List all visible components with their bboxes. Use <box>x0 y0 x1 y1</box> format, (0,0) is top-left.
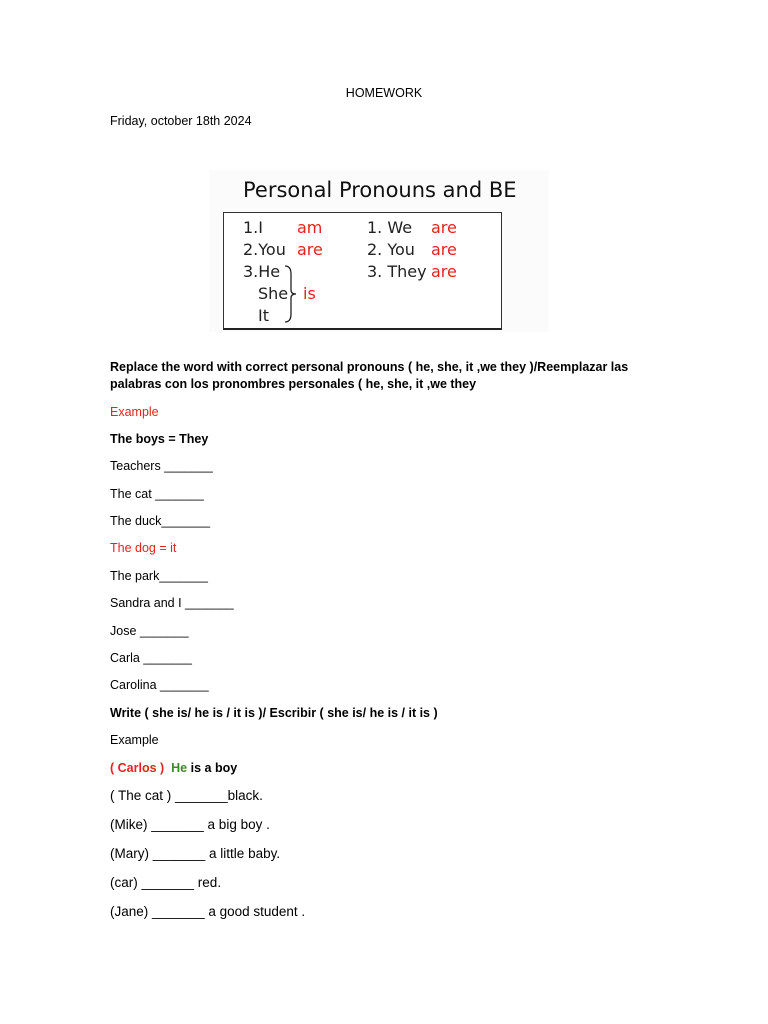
exercise-2-item: (Jane) _______ a good student . <box>110 904 306 919</box>
exercise-item: Jose _______ <box>110 624 189 638</box>
pronoun-they: 3. They <box>367 262 427 281</box>
example-verb: is <box>190 761 202 775</box>
exercise-item: The cat _______ <box>110 487 204 501</box>
example-rest: a boy <box>201 761 238 775</box>
exercise-item: The park_______ <box>110 569 208 583</box>
example-pronoun: He <box>171 761 188 775</box>
exercise-2-item: (Mike) _______ a big boy . <box>110 817 270 832</box>
verb-are-you-plural: are <box>431 240 457 259</box>
verb-am: am <box>297 218 323 237</box>
instruction-1-line-1: Replace the word with correct personal pronouns ( he, she, it ,we they )/Reemplazar las <box>110 360 629 374</box>
example-subject: ( Carlos ) <box>110 761 165 775</box>
pronoun-you-singular: 2.You <box>243 240 286 259</box>
verb-are-you: are <box>297 240 323 259</box>
exercise-item: Carla _______ <box>110 651 193 665</box>
pronoun-i: 1.I <box>243 218 263 237</box>
verb-are-they: are <box>431 262 457 281</box>
example-label-1: Example <box>110 405 159 419</box>
verb-are-we: are <box>431 218 457 237</box>
date-line: Friday, october 18th 2024 <box>110 114 252 128</box>
instruction-1-line-2: palabras con los pronombres personales ( he, she, it ,we they <box>110 377 477 391</box>
pronouns-be-chart <box>209 170 549 332</box>
exercise-2-item: (Mary) _______ a little baby. <box>110 846 281 861</box>
example-1: The boys = They <box>110 432 209 446</box>
page-title: HOMEWORK <box>345 86 423 100</box>
pronoun-she: She <box>258 284 289 303</box>
pronoun-you-plural: 2. You <box>367 240 415 259</box>
exercise-2-item: ( The cat ) _______black. <box>110 788 263 803</box>
instruction-2: Write ( she is/ he is / it is )/ Escribir ( she is/ he is / it is ) <box>110 706 438 720</box>
chart-title: Personal Pronouns and BE <box>243 178 517 202</box>
exercise-2-item: (car) _______ red. <box>110 875 222 890</box>
exercise-item: The duck_______ <box>110 514 211 528</box>
exercise-item: Carolina _______ <box>110 678 209 692</box>
exercise-item-answered: The dog = it <box>110 541 177 555</box>
pronoun-he: 3.He <box>243 262 281 281</box>
exercise-item: Sandra and I _______ <box>110 596 234 610</box>
brace-icon <box>283 264 303 324</box>
exercise-item: Teachers _______ <box>110 459 213 473</box>
pronoun-it: It <box>258 306 269 325</box>
example-label-2: Example <box>110 733 159 747</box>
verb-is: is <box>303 284 316 303</box>
pronoun-we: 1. We <box>367 218 413 237</box>
example-2 <box>110 761 237 775</box>
